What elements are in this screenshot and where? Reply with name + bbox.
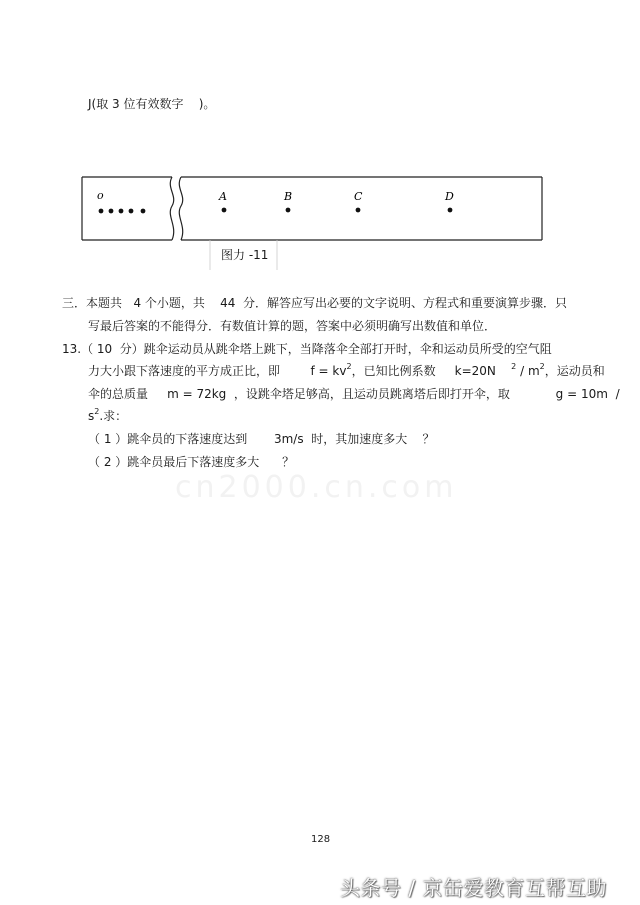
point-b-label: B <box>284 190 293 203</box>
question13-line1: 13.（ 10 分）跳伞运动员从跳伞塔上跳下，当降落伞全部打开时，伞和运动员所受的空气阻 <box>62 342 552 356</box>
point-d-label: D <box>445 190 454 203</box>
top-line: J(取 3 位有效数字 )。 <box>88 97 216 111</box>
point-c-label: C <box>354 190 363 203</box>
tape-dot <box>141 209 146 214</box>
point-d <box>448 208 453 213</box>
tape-label-o: o <box>97 189 104 202</box>
page-number: 128 <box>311 834 331 845</box>
section3-line2: 写最后答案的不能得分．有数值计算的题，答案中必须明确写出数值和单位． <box>88 319 497 333</box>
tape-dot <box>129 209 134 214</box>
question13-line4: $s^2$.求： <box>88 407 128 423</box>
tape-dot <box>109 209 114 214</box>
figure-caption: 图力 -11 <box>221 248 269 262</box>
question13-line2: 力大小跟下落速度的平方成正比，即 $f = kv^2$，已知比例系数 k=20N $^2 / m^2$，运动员和 <box>88 362 605 378</box>
question13-sub1: （ 1 ）跳伞员的下落速度达到 3m/s 时，其加速度多大 ？ <box>88 432 435 446</box>
question13-sub2: （ 2 ）跳伞员最后下落速度多大 ？ <box>88 455 295 469</box>
section3-line1: 三．本题共 4 个小题，共 44 分．解答应写出必要的文字说明、方程式和重要演算步骤．只 <box>62 296 568 310</box>
tape-dot <box>99 209 104 214</box>
background-watermark: cn2000.cn.com <box>175 470 458 505</box>
point-c <box>356 208 361 213</box>
tape-dot <box>119 209 124 214</box>
question13-line3: 伞的总质量 m = 72kg ，设跳伞塔足够高，且运动员跳离塔后即打开伞，取 g = 10m / <box>88 387 620 401</box>
point-b <box>286 208 291 213</box>
point-a-label: A <box>219 190 227 203</box>
source-watermark: 头条号 / 京缶爱教育互帮互助 <box>340 876 607 900</box>
point-a <box>222 208 227 213</box>
